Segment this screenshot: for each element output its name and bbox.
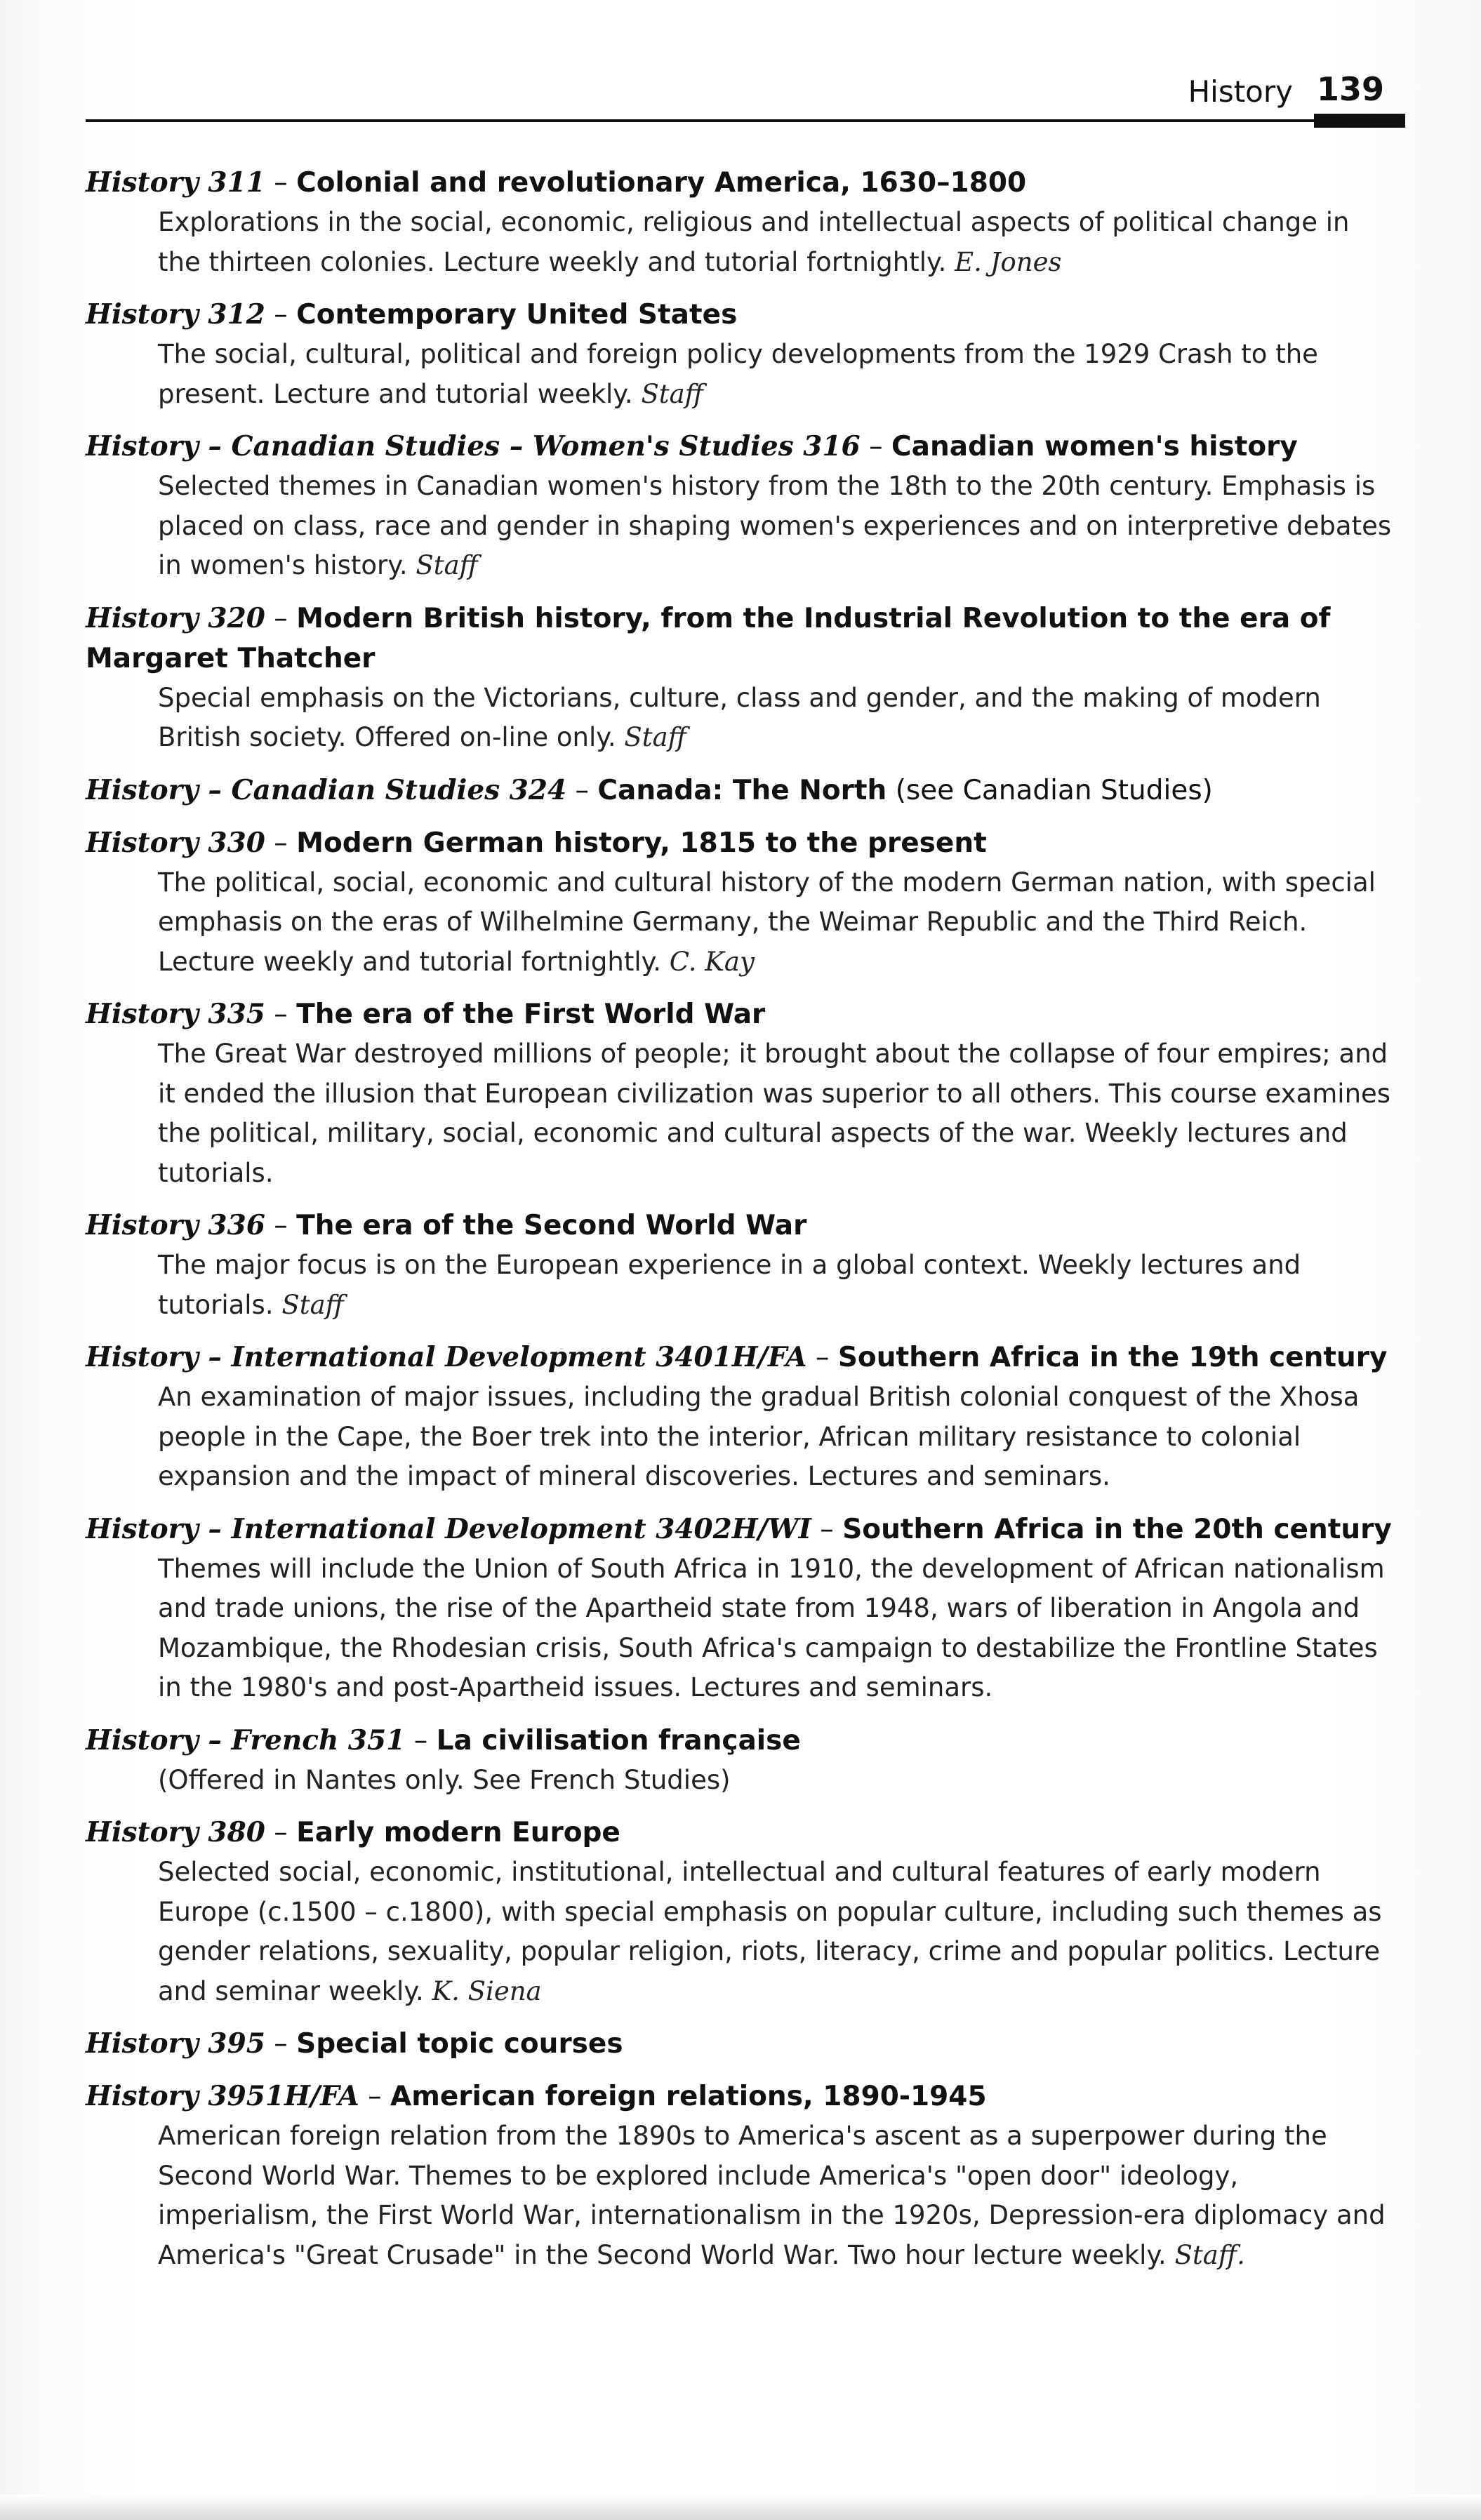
course-entry: [86, 295, 1398, 414]
course-code: History – International Development 3402H/WI: [86, 1512, 811, 1545]
course-list: [86, 163, 1398, 2288]
description-text: Special emphasis on the Victorians, culture, class and gender, and the making of modern British society. Offered on-line only.: [158, 682, 1321, 752]
instructor: E. Jones: [955, 246, 1062, 277]
running-head-section: History: [1188, 74, 1293, 109]
course-entry: [86, 1206, 1398, 1325]
course-code: History 311: [86, 166, 265, 199]
course-heading: [86, 1206, 1398, 1246]
page-number: 139: [1316, 70, 1384, 108]
course-heading: [86, 771, 1398, 811]
course-entry: [86, 599, 1398, 758]
description-text: The social, cultural, political and foreign policy developments from the 1929 Crash to the present. Lecture and tutorial weekly.: [158, 339, 1318, 409]
course-separator: –: [405, 1724, 437, 1756]
course-separator: –: [265, 999, 297, 1030]
course-heading: [86, 994, 1398, 1034]
course-description: [158, 335, 1398, 414]
course-description: [158, 679, 1398, 758]
course-separator: –: [566, 774, 598, 806]
course-separator: –: [811, 1513, 843, 1545]
instructor: Staff: [416, 550, 478, 580]
course-heading: [86, 1509, 1398, 1549]
course-entry: [86, 823, 1398, 982]
course-name: Contemporary United States: [296, 299, 738, 331]
course-separator: –: [265, 1817, 297, 1848]
header-bar: [1314, 114, 1405, 128]
course-heading: [86, 2076, 1398, 2116]
instructor: Staff: [624, 722, 686, 752]
course-heading: [86, 1721, 1398, 1761]
course-separator: –: [265, 1210, 297, 1241]
course-name: Special topic courses: [296, 2028, 623, 2060]
course-code: History 330: [86, 826, 265, 859]
description-text: The major focus is on the European experience in a global context. Weekly lectures and tutorials.: [158, 1250, 1301, 1320]
course-name: La civilisation française: [436, 1724, 801, 1756]
course-description: [158, 467, 1398, 586]
course-separator: –: [265, 827, 297, 859]
course-name: The era of the First World War: [296, 999, 766, 1030]
course-entry: [86, 2076, 1398, 2275]
course-entry: [86, 427, 1398, 586]
course-name: Canadian women's history: [891, 431, 1298, 462]
course-code: History – Canadian Studies 324: [86, 773, 567, 806]
course-separator: –: [265, 2028, 297, 2060]
description-text: (Offered in Nantes only. See French Studies): [158, 1764, 731, 1795]
course-code: History 335: [86, 998, 265, 1030]
course-entry: [86, 994, 1398, 1193]
course-heading: [86, 1338, 1398, 1378]
course-name: Modern German history, 1815 to the present: [296, 827, 987, 859]
course-separator: –: [806, 1342, 838, 1373]
course-separator: –: [359, 2081, 391, 2112]
course-cross-reference: (see Canadian Studies): [886, 774, 1213, 806]
course-description: [158, 203, 1398, 282]
course-heading: [86, 2024, 1398, 2064]
course-code: History 312: [86, 298, 265, 331]
description-text: Explorations in the social, economic, religious and intellectual aspects of political change in the thirteen colonies. Lecture weekly and tutorial fortnightly.: [158, 207, 1350, 277]
course-name: Colonial and revolutionary America, 1630–1800: [296, 167, 1027, 199]
description-text: The political, social, economic and cultural history of the modern German nation, with special emphasis on the eras of Wilhelmine Germany, the Weimar Republic and the Third Reich. Lecture weekly and tutorial fortnightly.: [158, 867, 1376, 977]
course-name: Early modern Europe: [296, 1817, 620, 1848]
course-description: [158, 1549, 1398, 1708]
instructor: Staff: [641, 378, 703, 409]
course-heading: [86, 295, 1398, 335]
header-rule: [86, 119, 1314, 122]
description-text: The Great War destroyed millions of people; it brought about the collapse of four empires; and it ended the illusion that European civilization was superior to all others. This course examines the political, military, social, economic and cultural aspects of the war. Weekly lectures and tutorials.: [158, 1039, 1391, 1188]
course-entry: [86, 1338, 1398, 1497]
course-heading: [86, 1813, 1398, 1853]
course-code: History – Canadian Studies – Women's Studies 316: [86, 430, 861, 462]
course-name: Southern Africa in the 19th century: [837, 1342, 1388, 1373]
course-separator: –: [265, 602, 297, 634]
course-code: History 395: [86, 2027, 265, 2060]
course-code: History 320: [86, 601, 265, 634]
description-text: Selected social, economic, institutional, intellectual and cultural features of early modern Europe (c.1500 – c.1800), with special emphasis on popular culture, including such themes as gender relations, sexuality, popular religion, riots, literacy, crime and popular politics. Lecture and seminar weekly.: [158, 1857, 1382, 2006]
course-heading: [86, 823, 1398, 863]
description-text: Themes will include the Union of South Africa in 1910, the development of African nationalism and trade unions, the rise of the Apartheid state from 1948, wars of liberation in Angola and Mozambique, the Rhodesian crisis, South Africa's campaign to destabilize the Frontline States in the 1980's and post-Apartheid issues. Lectures and seminars.: [158, 1553, 1385, 1702]
course-name: The era of the Second World War: [296, 1210, 807, 1241]
description-text: Selected themes in Canadian women's history from the 18th to the 20th century. Emphasis is placed on class, race and gender in shaping women's experiences and on interpretive debates in women's history.: [158, 471, 1392, 580]
course-description: [158, 1378, 1398, 1497]
course-description: [158, 1034, 1398, 1193]
course-code: History 336: [86, 1209, 265, 1241]
course-entry: [86, 163, 1398, 282]
course-description: [158, 1853, 1398, 2011]
instructor: Staff: [281, 1289, 344, 1320]
course-description: [158, 2116, 1398, 2275]
course-code: History 380: [86, 1816, 265, 1848]
page-bottom-edge: [0, 2495, 1481, 2520]
course-entry: [86, 771, 1398, 811]
description-text: American foreign relation from the 1890s to America's ascent as a superpower during the Second World War. Themes to be explored include America's "open door" ideology, imperialism, the First World War, internationalism in the 1920s, Depression-era diplomacy and America's "Great Crusade" in the Second World War. Two hour lecture weekly.: [158, 2121, 1386, 2270]
course-description: [158, 1761, 1398, 1801]
course-name: Canada: The North: [597, 774, 887, 806]
page-header: [86, 70, 1405, 133]
course-entry: [86, 2024, 1398, 2064]
course-entry: [86, 1509, 1398, 1708]
instructor: C. Kay: [669, 946, 755, 977]
description-text: An examination of major issues, including the gradual British colonial conquest of the Xhosa people in the Cape, the Boer trek into the interior, African military resistance to colonial expansion and the impact of mineral discoveries. Lectures and seminars.: [158, 1382, 1360, 1491]
course-description: [158, 1246, 1398, 1325]
course-name: Modern British history, from the Industrial Revolution to the era of Margaret Thatcher: [86, 602, 1331, 674]
course-heading: [86, 599, 1398, 679]
course-code: History – French 351: [86, 1724, 406, 1756]
course-code: History 3951H/FA: [86, 2080, 359, 2112]
course-separator: –: [265, 167, 297, 199]
course-name: American foreign relations, 1890-1945: [390, 2081, 987, 2112]
course-separator: –: [265, 299, 297, 331]
course-entry: [86, 1813, 1398, 2011]
course-entry: [86, 1721, 1398, 1801]
course-heading: [86, 427, 1398, 467]
course-heading: [86, 163, 1398, 203]
course-separator: –: [860, 431, 891, 462]
course-code: History – International Development 3401H/FA: [86, 1341, 807, 1373]
instructor: Staff.: [1174, 2239, 1245, 2270]
course-name: Southern Africa in the 20th century: [842, 1513, 1392, 1545]
instructor: K. Siena: [432, 1975, 542, 2006]
course-description: [158, 863, 1398, 982]
